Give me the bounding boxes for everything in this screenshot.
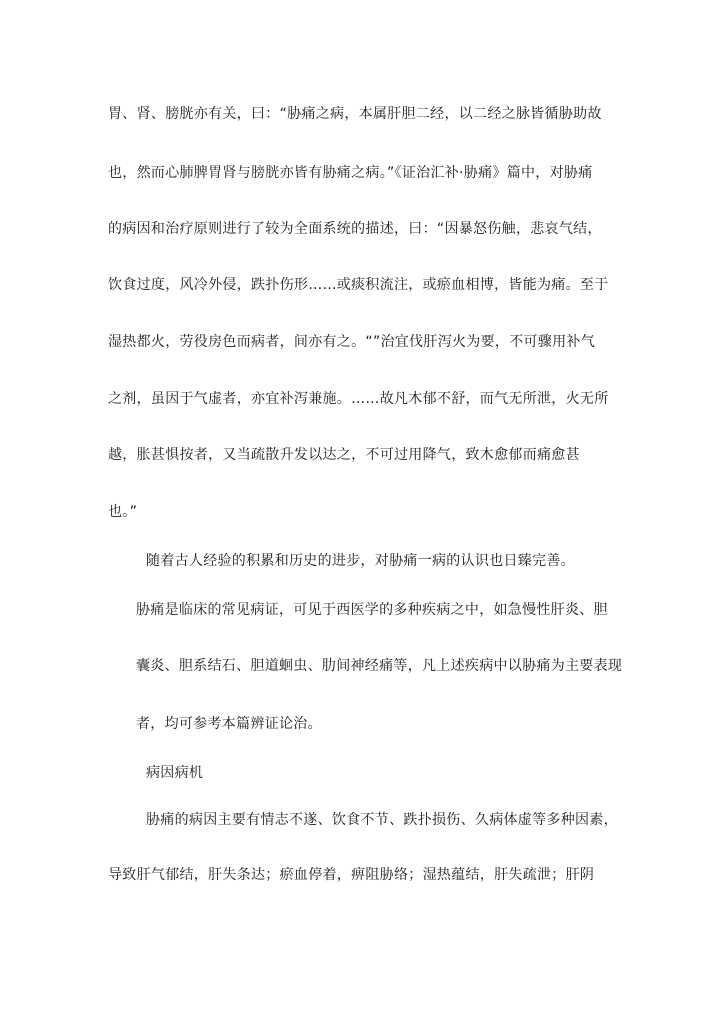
text-line: 者，均可参考本篇辨证论治。: [136, 716, 322, 732]
text-line: 也，然而心肺脾胃肾与膀胱亦皆有胁痛之病。”《证治汇补·胁痛》篇中，对胁痛: [108, 165, 593, 181]
text-line: 饮食过度，风冷外侵，跌扑伤形……或痰积流注，或瘀血相博，皆能为痛。至于: [108, 277, 609, 293]
text-line: 的病因和治疗原则进行了较为全面系统的描述，曰：“因暴怒伤触，悲哀气结，: [108, 221, 602, 237]
text-line: 随着古人经验的积累和历史的进步，对胁痛一病的认识也日臻完善。: [146, 553, 575, 569]
text-line: 囊炎、胆系结石、胆道蛔虫、肋间神经痛等，凡上述疾病中以胁痛为主要表现: [136, 658, 623, 674]
text-line: 湿热都火，劳役房色而病者，间亦有之。“”治宜伐肝泻火为要，不可骤用补气: [108, 334, 596, 350]
text-line: 胃、肾、膀胱亦有关，曰：“胁痛之病，本属肝胆二经，以二经之脉皆循胁助故: [108, 106, 602, 122]
text-line: 导致肝气郁结，肝失条达；瘀血停着，痹阻胁络；湿热蕴结，肝失疏泄；肝阴: [108, 867, 595, 883]
text-line: 之剂，虽因于气虚者，亦宜补泻兼施。……故凡木郁不舒，而气无所泄，火无所: [108, 391, 609, 407]
text-line: 胁痛是临床的常见病证，可见于西医学的多种疾病之中，如急慢性肝炎、胆: [136, 602, 608, 618]
text-line: 胁痛的病因主要有情志不遂、饮食不节、跌扑损伤、久病体虚等多种因素，: [146, 812, 618, 828]
text-line: 越，胀甚惧按者，又当疏散升发以达之，不可过用降气，致木愈郁而痛愈甚: [108, 447, 580, 463]
text-line: 也。”: [108, 504, 138, 520]
section-heading: 病因病机: [146, 765, 204, 781]
